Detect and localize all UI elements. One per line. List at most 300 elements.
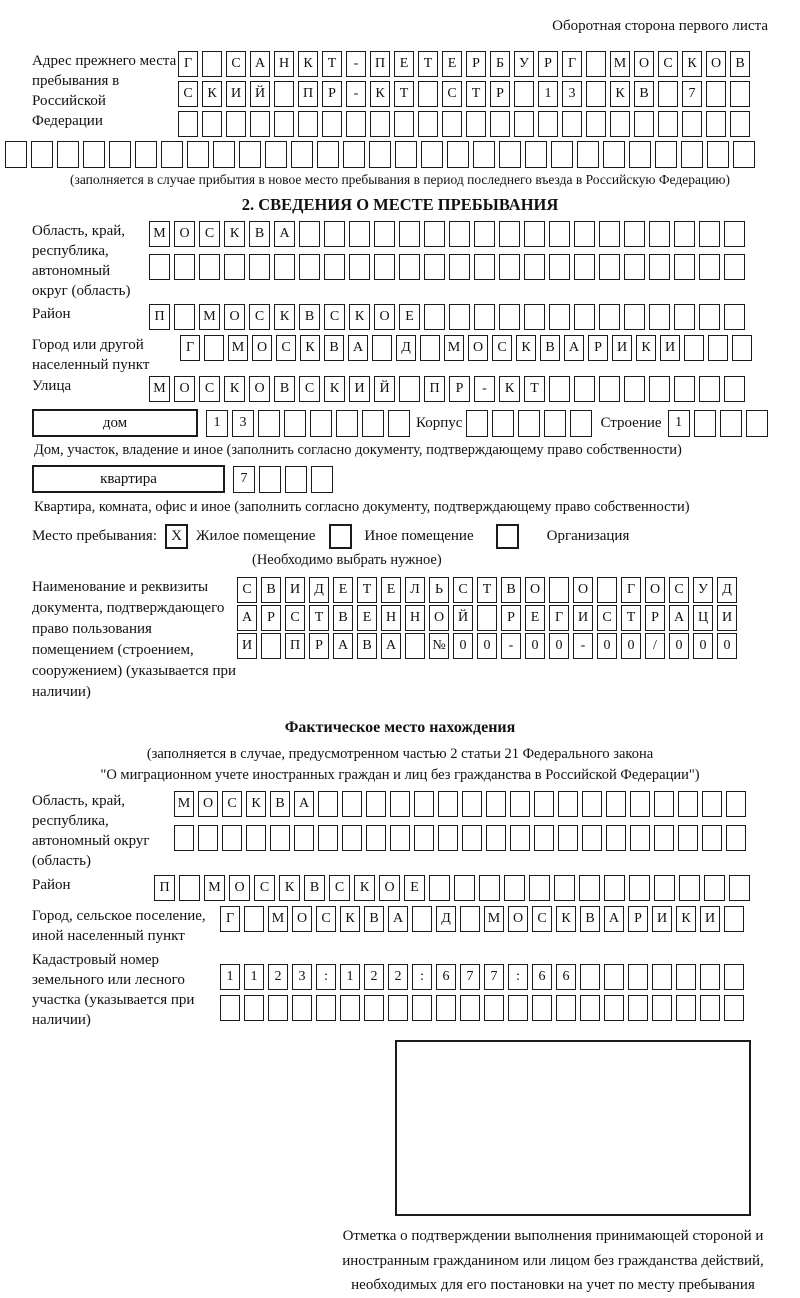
char-box[interactable] bbox=[57, 141, 79, 168]
char-box[interactable] bbox=[369, 141, 391, 168]
char-box[interactable]: А bbox=[250, 51, 270, 77]
char-box[interactable]: О bbox=[249, 376, 270, 402]
char-box[interactable]: № bbox=[429, 633, 449, 659]
char-box[interactable] bbox=[658, 81, 678, 107]
char-box[interactable] bbox=[285, 466, 307, 493]
char-box[interactable] bbox=[720, 410, 742, 437]
char-box[interactable]: Б bbox=[490, 51, 510, 77]
char-box[interactable]: С bbox=[453, 577, 473, 603]
char-box[interactable]: М bbox=[199, 304, 220, 330]
char-box[interactable]: Н bbox=[381, 605, 401, 631]
char-box[interactable] bbox=[466, 410, 488, 437]
char-box[interactable] bbox=[174, 254, 195, 280]
char-box[interactable] bbox=[424, 304, 445, 330]
char-box[interactable] bbox=[603, 141, 625, 168]
char-box[interactable] bbox=[178, 111, 198, 137]
char-box[interactable]: С bbox=[442, 81, 462, 107]
char-box[interactable] bbox=[199, 254, 220, 280]
char-box[interactable] bbox=[679, 875, 700, 901]
char-box[interactable]: 1 bbox=[340, 964, 360, 990]
char-box[interactable] bbox=[586, 111, 606, 137]
char-box[interactable] bbox=[449, 304, 470, 330]
char-box[interactable]: А bbox=[564, 335, 584, 361]
char-box[interactable] bbox=[499, 304, 520, 330]
char-box[interactable]: Т bbox=[621, 605, 641, 631]
char-box[interactable]: А bbox=[274, 221, 295, 247]
char-box[interactable] bbox=[292, 995, 312, 1021]
char-box[interactable]: О bbox=[573, 577, 593, 603]
char-box[interactable]: М bbox=[204, 875, 225, 901]
char-box[interactable] bbox=[724, 304, 745, 330]
char-box[interactable] bbox=[474, 304, 495, 330]
char-box[interactable] bbox=[109, 141, 131, 168]
char-box[interactable] bbox=[204, 335, 224, 361]
char-box[interactable] bbox=[628, 964, 648, 990]
char-box[interactable]: О bbox=[292, 906, 312, 932]
char-box[interactable] bbox=[524, 304, 545, 330]
char-box[interactable]: Г bbox=[562, 51, 582, 77]
char-box[interactable] bbox=[421, 141, 443, 168]
char-box[interactable] bbox=[298, 111, 318, 137]
char-box[interactable] bbox=[261, 633, 281, 659]
char-box[interactable] bbox=[684, 335, 704, 361]
apartment-type-box[interactable]: квартира bbox=[32, 465, 225, 493]
char-box[interactable]: С bbox=[249, 304, 270, 330]
char-box[interactable] bbox=[317, 141, 339, 168]
char-box[interactable] bbox=[460, 995, 480, 1021]
char-box[interactable] bbox=[586, 51, 606, 77]
char-box[interactable] bbox=[577, 141, 599, 168]
char-box[interactable] bbox=[274, 111, 294, 137]
char-box[interactable] bbox=[394, 111, 414, 137]
char-box[interactable] bbox=[674, 221, 695, 247]
char-box[interactable]: И bbox=[349, 376, 370, 402]
char-box[interactable]: В bbox=[304, 875, 325, 901]
char-box[interactable] bbox=[704, 875, 725, 901]
char-box[interactable] bbox=[486, 825, 506, 851]
char-box[interactable] bbox=[544, 410, 566, 437]
char-box[interactable]: О bbox=[224, 304, 245, 330]
char-box[interactable]: Р bbox=[261, 605, 281, 631]
char-box[interactable] bbox=[724, 964, 744, 990]
char-box[interactable]: С bbox=[199, 376, 220, 402]
char-box[interactable]: К bbox=[246, 791, 266, 817]
char-box[interactable]: Р bbox=[645, 605, 665, 631]
char-box[interactable] bbox=[628, 995, 648, 1021]
char-box[interactable] bbox=[374, 254, 395, 280]
char-box[interactable]: К bbox=[682, 51, 702, 77]
char-box[interactable] bbox=[226, 111, 246, 137]
char-box[interactable] bbox=[518, 410, 540, 437]
char-box[interactable]: И bbox=[226, 81, 246, 107]
char-box[interactable] bbox=[702, 825, 722, 851]
char-box[interactable] bbox=[135, 141, 157, 168]
char-box[interactable]: Й bbox=[453, 605, 473, 631]
char-box[interactable] bbox=[549, 221, 570, 247]
char-box[interactable] bbox=[510, 825, 530, 851]
char-box[interactable]: И bbox=[717, 605, 737, 631]
char-box[interactable] bbox=[579, 875, 600, 901]
char-box[interactable] bbox=[524, 221, 545, 247]
char-box[interactable] bbox=[694, 410, 716, 437]
char-box[interactable]: С bbox=[237, 577, 257, 603]
char-box[interactable]: Л bbox=[405, 577, 425, 603]
char-box[interactable]: : bbox=[316, 964, 336, 990]
char-box[interactable]: С bbox=[226, 51, 246, 77]
char-box[interactable] bbox=[460, 906, 480, 932]
char-box[interactable] bbox=[299, 221, 320, 247]
char-box[interactable]: В bbox=[299, 304, 320, 330]
char-box[interactable]: / bbox=[645, 633, 665, 659]
char-box[interactable]: Г bbox=[178, 51, 198, 77]
char-box[interactable]: О bbox=[525, 577, 545, 603]
char-box[interactable] bbox=[597, 577, 617, 603]
char-box[interactable]: Т bbox=[524, 376, 545, 402]
char-box[interactable]: Т bbox=[357, 577, 377, 603]
char-box[interactable]: 1 bbox=[244, 964, 264, 990]
char-box[interactable]: К bbox=[224, 221, 245, 247]
char-box[interactable]: Г bbox=[220, 906, 240, 932]
char-box[interactable]: Р bbox=[322, 81, 342, 107]
char-box[interactable]: М bbox=[610, 51, 630, 77]
char-box[interactable] bbox=[265, 141, 287, 168]
char-box[interactable]: Р bbox=[449, 376, 470, 402]
char-box[interactable]: Е bbox=[442, 51, 462, 77]
char-box[interactable]: О bbox=[508, 906, 528, 932]
char-box[interactable] bbox=[730, 81, 750, 107]
char-box[interactable] bbox=[724, 376, 745, 402]
char-box[interactable]: П bbox=[149, 304, 170, 330]
char-box[interactable] bbox=[390, 791, 410, 817]
char-box[interactable] bbox=[708, 335, 728, 361]
char-box[interactable] bbox=[447, 141, 469, 168]
char-box[interactable] bbox=[599, 304, 620, 330]
char-box[interactable] bbox=[414, 791, 434, 817]
char-box[interactable]: А bbox=[669, 605, 689, 631]
char-box[interactable]: Р bbox=[466, 51, 486, 77]
char-box[interactable] bbox=[724, 254, 745, 280]
char-box[interactable] bbox=[574, 304, 595, 330]
char-box[interactable] bbox=[412, 995, 432, 1021]
char-box[interactable] bbox=[399, 254, 420, 280]
char-box[interactable] bbox=[554, 875, 575, 901]
char-box[interactable]: С bbox=[316, 906, 336, 932]
char-box[interactable] bbox=[388, 995, 408, 1021]
char-box[interactable] bbox=[220, 995, 240, 1021]
char-box[interactable] bbox=[624, 304, 645, 330]
char-box[interactable]: М bbox=[484, 906, 504, 932]
char-box[interactable] bbox=[574, 221, 595, 247]
char-box[interactable] bbox=[652, 995, 672, 1021]
char-box[interactable]: Т bbox=[418, 51, 438, 77]
char-box[interactable] bbox=[724, 906, 744, 932]
char-box[interactable] bbox=[654, 791, 674, 817]
char-box[interactable] bbox=[746, 410, 768, 437]
char-box[interactable]: С bbox=[199, 221, 220, 247]
char-box[interactable]: - bbox=[346, 81, 366, 107]
char-box[interactable]: В bbox=[540, 335, 560, 361]
char-box[interactable]: В bbox=[357, 633, 377, 659]
char-box[interactable] bbox=[654, 875, 675, 901]
char-box[interactable]: 6 bbox=[436, 964, 456, 990]
char-box[interactable] bbox=[473, 141, 495, 168]
char-box[interactable] bbox=[604, 875, 625, 901]
char-box[interactable]: Д bbox=[436, 906, 456, 932]
char-box[interactable] bbox=[532, 995, 552, 1021]
char-box[interactable] bbox=[343, 141, 365, 168]
char-box[interactable] bbox=[649, 221, 670, 247]
char-box[interactable] bbox=[268, 995, 288, 1021]
char-box[interactable]: 3 bbox=[232, 410, 254, 437]
char-box[interactable] bbox=[676, 964, 696, 990]
char-box[interactable] bbox=[676, 995, 696, 1021]
char-box[interactable] bbox=[83, 141, 105, 168]
char-box[interactable] bbox=[649, 304, 670, 330]
char-box[interactable] bbox=[202, 51, 222, 77]
char-box[interactable]: Д bbox=[717, 577, 737, 603]
char-box[interactable]: 2 bbox=[364, 964, 384, 990]
char-box[interactable]: Е bbox=[333, 577, 353, 603]
char-box[interactable] bbox=[246, 825, 266, 851]
char-box[interactable] bbox=[514, 111, 534, 137]
char-box[interactable]: К bbox=[324, 376, 345, 402]
char-box[interactable] bbox=[580, 995, 600, 1021]
char-box[interactable]: К bbox=[298, 51, 318, 77]
stay-type-checkbox-other[interactable] bbox=[329, 524, 352, 549]
char-box[interactable] bbox=[490, 111, 510, 137]
char-box[interactable] bbox=[291, 141, 313, 168]
char-box[interactable]: В bbox=[364, 906, 384, 932]
char-box[interactable] bbox=[366, 791, 386, 817]
char-box[interactable] bbox=[574, 254, 595, 280]
char-box[interactable] bbox=[629, 875, 650, 901]
stay-type-checkbox-residential[interactable]: X bbox=[165, 524, 188, 549]
char-box[interactable]: С bbox=[492, 335, 512, 361]
char-box[interactable]: К bbox=[274, 304, 295, 330]
char-box[interactable] bbox=[570, 410, 592, 437]
char-box[interactable] bbox=[629, 141, 651, 168]
char-box[interactable] bbox=[556, 995, 576, 1021]
char-box[interactable] bbox=[604, 995, 624, 1021]
char-box[interactable] bbox=[658, 111, 678, 137]
char-box[interactable]: 7 bbox=[460, 964, 480, 990]
char-box[interactable]: М bbox=[174, 791, 194, 817]
char-box[interactable] bbox=[674, 254, 695, 280]
char-box[interactable]: 3 bbox=[292, 964, 312, 990]
char-box[interactable] bbox=[349, 221, 370, 247]
char-box[interactable]: Н bbox=[274, 51, 294, 77]
char-box[interactable]: К bbox=[300, 335, 320, 361]
char-box[interactable] bbox=[558, 825, 578, 851]
char-box[interactable] bbox=[549, 376, 570, 402]
char-box[interactable] bbox=[525, 141, 547, 168]
char-box[interactable]: О bbox=[645, 577, 665, 603]
char-box[interactable] bbox=[699, 221, 720, 247]
char-box[interactable] bbox=[580, 964, 600, 990]
char-box[interactable]: 6 bbox=[532, 964, 552, 990]
char-box[interactable] bbox=[310, 410, 332, 437]
char-box[interactable]: 0 bbox=[549, 633, 569, 659]
char-box[interactable]: М bbox=[444, 335, 464, 361]
char-box[interactable]: С bbox=[276, 335, 296, 361]
char-box[interactable]: К bbox=[610, 81, 630, 107]
char-box[interactable] bbox=[474, 254, 495, 280]
char-box[interactable]: 0 bbox=[597, 633, 617, 659]
char-box[interactable]: 3 bbox=[562, 81, 582, 107]
char-box[interactable]: И bbox=[652, 906, 672, 932]
char-box[interactable] bbox=[655, 141, 677, 168]
char-box[interactable] bbox=[198, 825, 218, 851]
char-box[interactable]: 6 bbox=[556, 964, 576, 990]
char-box[interactable]: Е bbox=[525, 605, 545, 631]
char-box[interactable] bbox=[438, 825, 458, 851]
char-box[interactable] bbox=[733, 141, 755, 168]
char-box[interactable] bbox=[624, 254, 645, 280]
char-box[interactable]: О bbox=[379, 875, 400, 901]
char-box[interactable]: К bbox=[202, 81, 222, 107]
char-box[interactable]: Д bbox=[309, 577, 329, 603]
char-box[interactable] bbox=[562, 111, 582, 137]
char-box[interactable]: И bbox=[573, 605, 593, 631]
char-box[interactable] bbox=[499, 221, 520, 247]
char-box[interactable] bbox=[699, 254, 720, 280]
char-box[interactable]: К bbox=[340, 906, 360, 932]
char-box[interactable] bbox=[454, 875, 475, 901]
char-box[interactable] bbox=[418, 111, 438, 137]
char-box[interactable] bbox=[342, 825, 362, 851]
char-box[interactable] bbox=[259, 466, 281, 493]
char-box[interactable] bbox=[462, 791, 482, 817]
char-box[interactable]: - bbox=[501, 633, 521, 659]
char-box[interactable]: А bbox=[237, 605, 257, 631]
char-box[interactable]: 1 bbox=[206, 410, 228, 437]
char-box[interactable] bbox=[324, 254, 345, 280]
char-box[interactable] bbox=[366, 825, 386, 851]
char-box[interactable]: О bbox=[706, 51, 726, 77]
char-box[interactable]: Ц bbox=[693, 605, 713, 631]
char-box[interactable] bbox=[630, 791, 650, 817]
char-box[interactable]: - bbox=[346, 51, 366, 77]
char-box[interactable] bbox=[429, 875, 450, 901]
char-box[interactable] bbox=[224, 254, 245, 280]
char-box[interactable] bbox=[582, 825, 602, 851]
char-box[interactable]: И bbox=[237, 633, 257, 659]
char-box[interactable]: О bbox=[198, 791, 218, 817]
char-box[interactable]: Е bbox=[381, 577, 401, 603]
char-box[interactable]: О bbox=[429, 605, 449, 631]
char-box[interactable]: П bbox=[154, 875, 175, 901]
char-box[interactable] bbox=[449, 254, 470, 280]
char-box[interactable] bbox=[202, 111, 222, 137]
char-box[interactable]: У bbox=[514, 51, 534, 77]
char-box[interactable] bbox=[399, 376, 420, 402]
char-box[interactable] bbox=[299, 254, 320, 280]
house-type-box[interactable]: дом bbox=[32, 409, 198, 437]
char-box[interactable]: К bbox=[516, 335, 536, 361]
char-box[interactable] bbox=[258, 410, 280, 437]
char-box[interactable] bbox=[674, 376, 695, 402]
char-box[interactable] bbox=[549, 577, 569, 603]
char-box[interactable] bbox=[187, 141, 209, 168]
char-box[interactable]: Е bbox=[394, 51, 414, 77]
char-box[interactable] bbox=[514, 81, 534, 107]
char-box[interactable]: А bbox=[604, 906, 624, 932]
char-box[interactable]: И bbox=[660, 335, 680, 361]
char-box[interactable]: Г bbox=[549, 605, 569, 631]
char-box[interactable] bbox=[420, 335, 440, 361]
char-box[interactable]: 1 bbox=[538, 81, 558, 107]
char-box[interactable] bbox=[492, 410, 514, 437]
char-box[interactable]: 0 bbox=[453, 633, 473, 659]
char-box[interactable] bbox=[244, 906, 264, 932]
char-box[interactable]: О bbox=[174, 376, 195, 402]
char-box[interactable] bbox=[599, 376, 620, 402]
char-box[interactable]: Т bbox=[394, 81, 414, 107]
char-box[interactable] bbox=[342, 791, 362, 817]
char-box[interactable] bbox=[654, 825, 674, 851]
char-box[interactable]: М bbox=[149, 376, 170, 402]
char-box[interactable] bbox=[161, 141, 183, 168]
char-box[interactable]: О bbox=[252, 335, 272, 361]
char-box[interactable]: К bbox=[370, 81, 390, 107]
char-box[interactable]: Р bbox=[501, 605, 521, 631]
char-box[interactable]: И bbox=[700, 906, 720, 932]
char-box[interactable]: А bbox=[388, 906, 408, 932]
char-box[interactable]: 0 bbox=[693, 633, 713, 659]
char-box[interactable]: С bbox=[329, 875, 350, 901]
char-box[interactable] bbox=[318, 791, 338, 817]
char-box[interactable]: С bbox=[324, 304, 345, 330]
char-box[interactable] bbox=[699, 304, 720, 330]
char-box[interactable] bbox=[346, 111, 366, 137]
char-box[interactable]: В bbox=[274, 376, 295, 402]
char-box[interactable]: С bbox=[178, 81, 198, 107]
char-box[interactable] bbox=[462, 825, 482, 851]
char-box[interactable] bbox=[678, 791, 698, 817]
char-box[interactable] bbox=[678, 825, 698, 851]
char-box[interactable] bbox=[707, 141, 729, 168]
char-box[interactable] bbox=[624, 221, 645, 247]
char-box[interactable] bbox=[624, 376, 645, 402]
char-box[interactable] bbox=[702, 791, 722, 817]
char-box[interactable] bbox=[606, 791, 626, 817]
char-box[interactable]: Д bbox=[396, 335, 416, 361]
char-box[interactable] bbox=[412, 906, 432, 932]
char-box[interactable] bbox=[499, 254, 520, 280]
char-box[interactable] bbox=[438, 791, 458, 817]
char-box[interactable]: С bbox=[658, 51, 678, 77]
char-box[interactable]: Р bbox=[588, 335, 608, 361]
char-box[interactable] bbox=[449, 221, 470, 247]
char-box[interactable]: Й bbox=[374, 376, 395, 402]
char-box[interactable] bbox=[610, 111, 630, 137]
char-box[interactable]: О bbox=[468, 335, 488, 361]
char-box[interactable]: П bbox=[285, 633, 305, 659]
char-box[interactable] bbox=[724, 221, 745, 247]
char-box[interactable]: В bbox=[580, 906, 600, 932]
char-box[interactable] bbox=[529, 875, 550, 901]
char-box[interactable] bbox=[179, 875, 200, 901]
char-box[interactable] bbox=[630, 825, 650, 851]
char-box[interactable] bbox=[250, 111, 270, 137]
char-box[interactable]: Т bbox=[309, 605, 329, 631]
char-box[interactable] bbox=[681, 141, 703, 168]
char-box[interactable]: А bbox=[381, 633, 401, 659]
char-box[interactable]: 1 bbox=[668, 410, 690, 437]
char-box[interactable] bbox=[270, 825, 290, 851]
char-box[interactable]: К bbox=[499, 376, 520, 402]
char-box[interactable] bbox=[174, 825, 194, 851]
